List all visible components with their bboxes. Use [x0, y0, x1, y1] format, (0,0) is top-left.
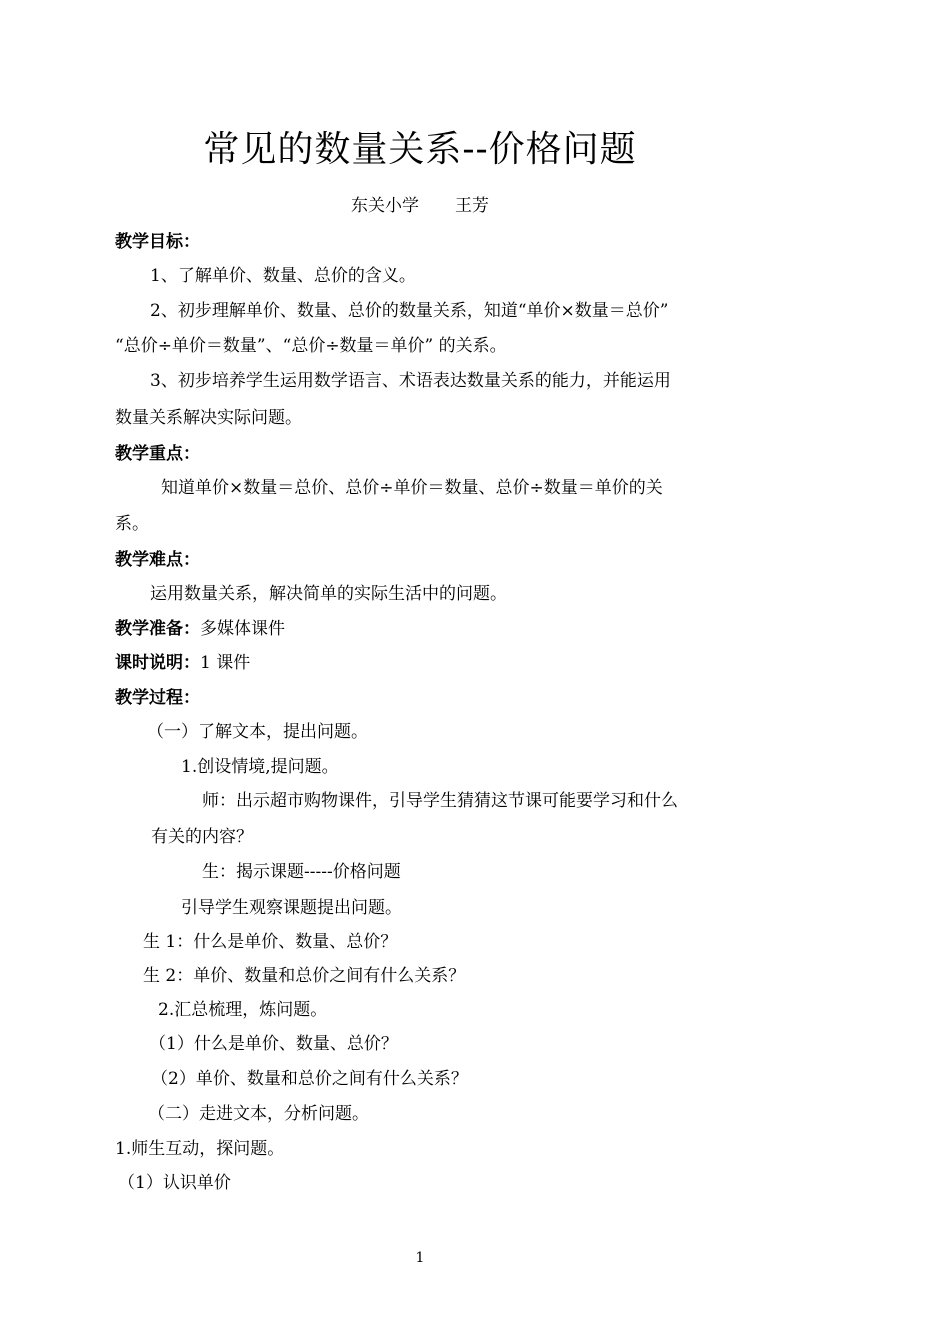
process-line: 生：揭示课题-----价格问题 — [202, 862, 401, 882]
difficulties-line-1: 运用数量关系，解决简单的实际生活中的问题。 — [150, 584, 507, 604]
school-name: 东关小学 — [351, 196, 419, 216]
goal-item-2-line-1: 2、初步理解单价、数量、总价的数量关系，知道“单价×数量＝总价” — [150, 301, 669, 321]
process-line: 有关的内容？ — [151, 827, 253, 847]
duration-line — [115, 652, 250, 674]
process-line: 引导学生观察课题提出问题。 — [181, 898, 402, 918]
process-line: （2）单价、数量和总价之间有什么关系？ — [151, 1069, 468, 1089]
process-line: （1）认识单价 — [118, 1173, 231, 1193]
duration-value: 1 课件 — [200, 653, 251, 673]
goal-item-1: 1、了解单价、数量、总价的含义。 — [150, 266, 416, 286]
key-points-line-1: 知道单价×数量＝总价、总价÷单价＝数量、总价÷数量＝单价的关 — [161, 478, 663, 498]
goal-item-3-line-2: 数量关系解决实际问题。 — [115, 408, 302, 428]
page-title: 常见的数量关系--价格问题 — [203, 129, 637, 170]
process-line: （二）走进文本，分析问题。 — [148, 1104, 369, 1124]
author-line — [0, 195, 840, 217]
process-line: 生 1：什么是单价、数量、总价？ — [143, 932, 398, 952]
preparation-heading: 教学准备： — [115, 619, 200, 639]
process-line: （一）了解文本，提出问题。 — [147, 722, 368, 742]
process-line: 2.汇总梳理，炼问题。 — [158, 1000, 328, 1020]
difficulties-heading: 教学难点： — [115, 550, 200, 570]
author-name: 王芳 — [455, 196, 489, 216]
process-line: 1.创设情境,提问题。 — [181, 757, 339, 777]
goal-item-3-line-1: 3、初步培养学生运用数学语言、术语表达数量关系的能力，并能运用 — [150, 371, 671, 391]
preparation-value: 多媒体课件 — [200, 619, 285, 639]
preparation-line — [115, 618, 285, 640]
goals-heading: 教学目标： — [115, 232, 200, 252]
page-number: 1 — [415, 1250, 425, 1266]
process-line: （1）什么是单价、数量、总价？ — [149, 1034, 398, 1054]
key-points-heading: 教学重点： — [115, 444, 200, 464]
process-line: 师：出示超市购物课件，引导学生猜猜这节课可能要学习和什么 — [202, 791, 678, 811]
process-line: 1.师生互动，探问题。 — [115, 1139, 285, 1159]
goal-item-2-line-2: “总价÷单价＝数量”、“总价÷数量＝单价” 的关系。 — [115, 336, 507, 356]
duration-heading: 课时说明： — [115, 653, 200, 673]
process-heading: 教学过程： — [115, 688, 200, 708]
key-points-line-2: 系。 — [115, 514, 149, 534]
process-line: 生 2：单价、数量和总价之间有什么关系？ — [143, 966, 466, 986]
